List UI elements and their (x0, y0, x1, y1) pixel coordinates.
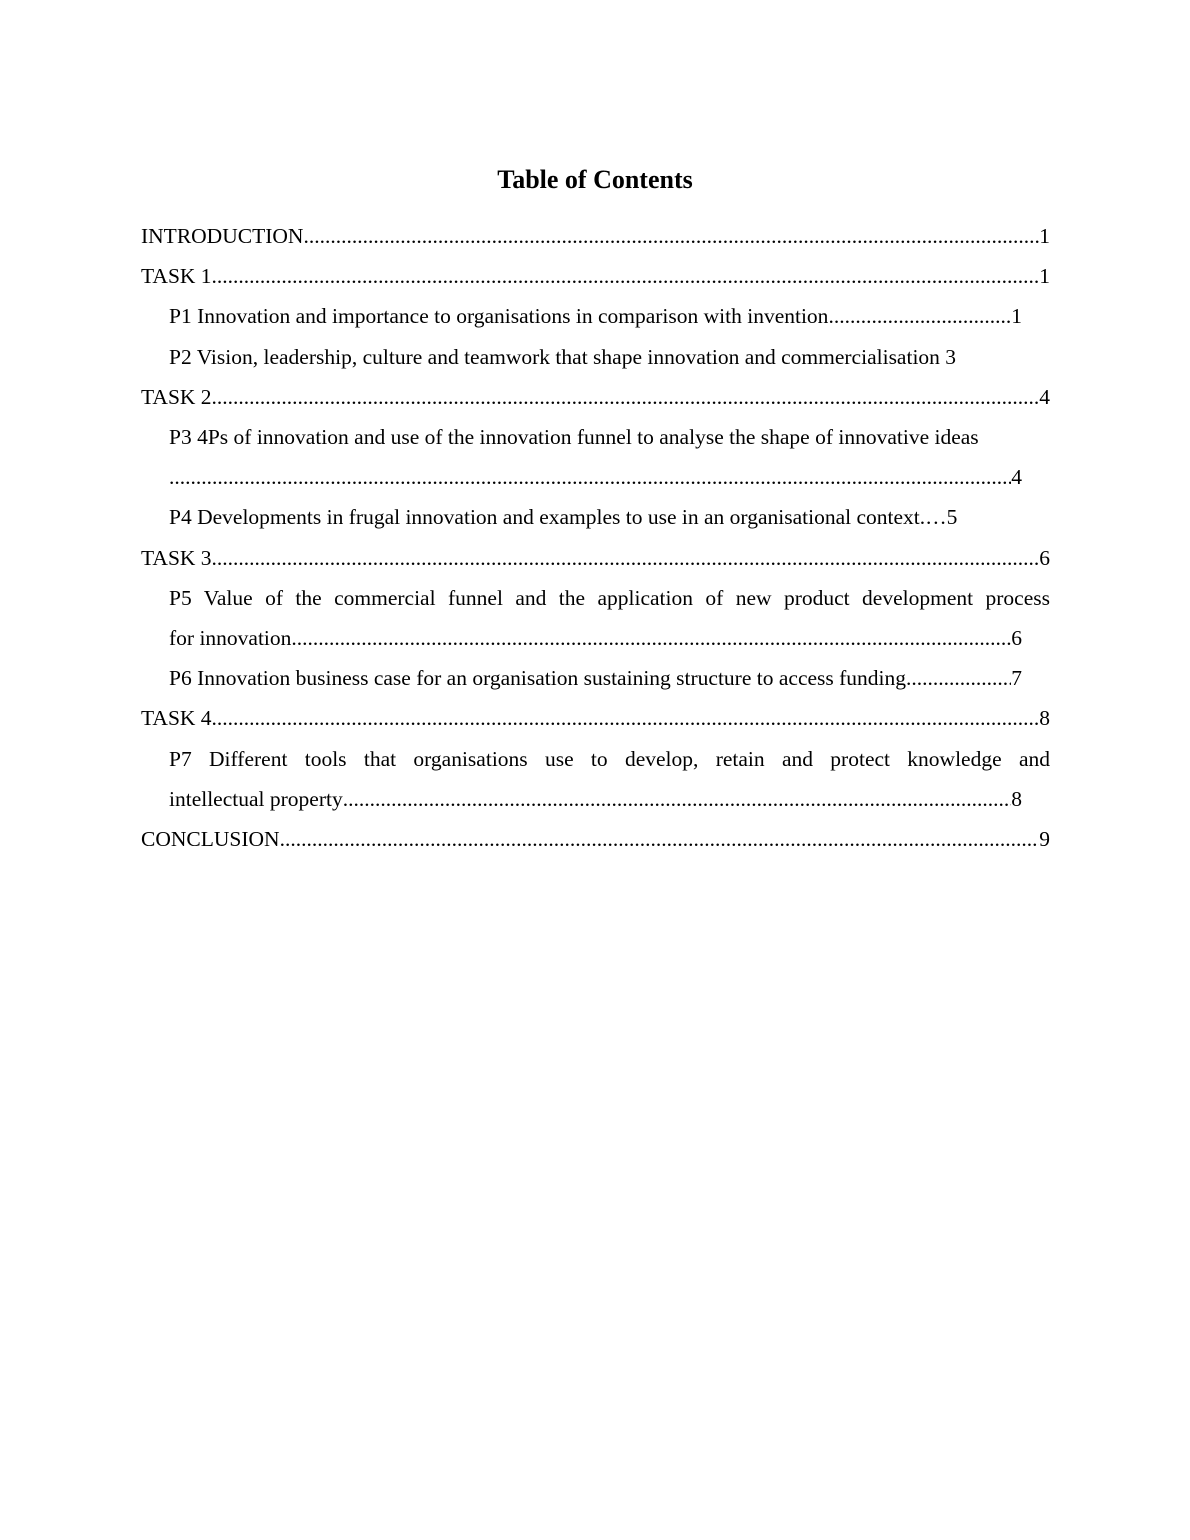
toc-entry-text-continued: for innovation (169, 626, 292, 651)
toc-entry-task-1[interactable] (141, 256, 1050, 296)
toc-list (141, 216, 1050, 859)
toc-page-number: 6 (1039, 545, 1050, 570)
dot-leader (212, 698, 1040, 738)
dot-leader (212, 538, 1040, 578)
dot-leader (212, 377, 1040, 417)
toc-entry-task-4[interactable] (141, 698, 1050, 738)
toc-entry-p3[interactable] (169, 417, 1050, 457)
toc-page-number: 1 (1039, 264, 1050, 289)
toc-entry-text: TASK 1 (141, 264, 212, 289)
toc-entry-text: CONCLUSION (141, 827, 280, 852)
toc-entry-p6[interactable] (169, 658, 1022, 698)
toc-entry-text-continued: intellectual property (169, 786, 343, 811)
toc-entry-conclusion[interactable] (141, 819, 1050, 859)
dot-leader (343, 779, 1012, 819)
toc-entry-p3-continued[interactable] (169, 457, 1022, 497)
dot-leader (212, 256, 1040, 296)
toc-page-number: 9 (1039, 827, 1050, 852)
toc-entry-text: P7 Different tools that organisations use to develop, retain and protect knowledge and (169, 746, 1050, 771)
dot-leader (303, 216, 1039, 256)
dot-leader (169, 457, 1011, 497)
toc-entry-text: P5 Value of the commercial funnel and the application of new product development process (169, 585, 1050, 610)
toc-entry-p5-continued[interactable] (169, 618, 1022, 658)
toc-entry-p1[interactable] (169, 296, 1022, 336)
toc-entry-text: P6 Innovation business case for an organisation sustaining structure to access funding (169, 666, 907, 691)
toc-entry-p5[interactable] (169, 578, 1050, 618)
dot-leader (291, 618, 1011, 658)
toc-page-number: 6 (1011, 626, 1022, 651)
toc-entry-p2[interactable] (169, 337, 1022, 377)
toc-page-number: 1 (1039, 224, 1050, 248)
toc-entry-text: P1 Innovation and importance to organisations in comparison with invention (169, 304, 829, 329)
toc-entry-text: TASK 2 (141, 384, 212, 409)
toc-page-number: 8 (1039, 706, 1050, 731)
toc-page-number: 8 (1011, 786, 1022, 811)
toc-entry-text: P3 4Ps of innovation and use of the innovation funnel to analyse the shape of innovative ideas (169, 425, 979, 450)
toc-page-number: 4 (1011, 465, 1022, 490)
dot-leader (906, 658, 1011, 698)
dot-leader (280, 819, 1040, 859)
toc-entry-text: P2 Vision, leadership, culture and teamwork that shape innovation and commercialisation 3 (169, 344, 957, 369)
toc-title: Table of Contents (497, 165, 693, 194)
toc-entry-p7[interactable] (169, 739, 1050, 779)
toc-page-number: 5 (946, 505, 958, 530)
toc-page-number: 4 (1039, 384, 1050, 409)
dot-leader (828, 296, 1011, 336)
toc-entry-text: TASK 3 (141, 545, 212, 570)
toc-entry-text: P4 Developments in frugal innovation and examples to use in an organisational context.… (169, 505, 947, 530)
toc-entry-p4[interactable] (169, 497, 1022, 537)
toc-page-number: 1 (1011, 304, 1022, 329)
toc-entry-text: TASK 4 (141, 706, 212, 731)
toc-entry-p7-continued[interactable] (169, 779, 1022, 819)
toc-entry-introduction[interactable] (141, 216, 1050, 256)
toc-entry-text: INTRODUCTION (141, 224, 304, 248)
toc-entry-task-3[interactable] (141, 538, 1050, 578)
toc-entry-task-2[interactable] (141, 377, 1050, 417)
toc-page-number: 7 (1011, 666, 1022, 691)
